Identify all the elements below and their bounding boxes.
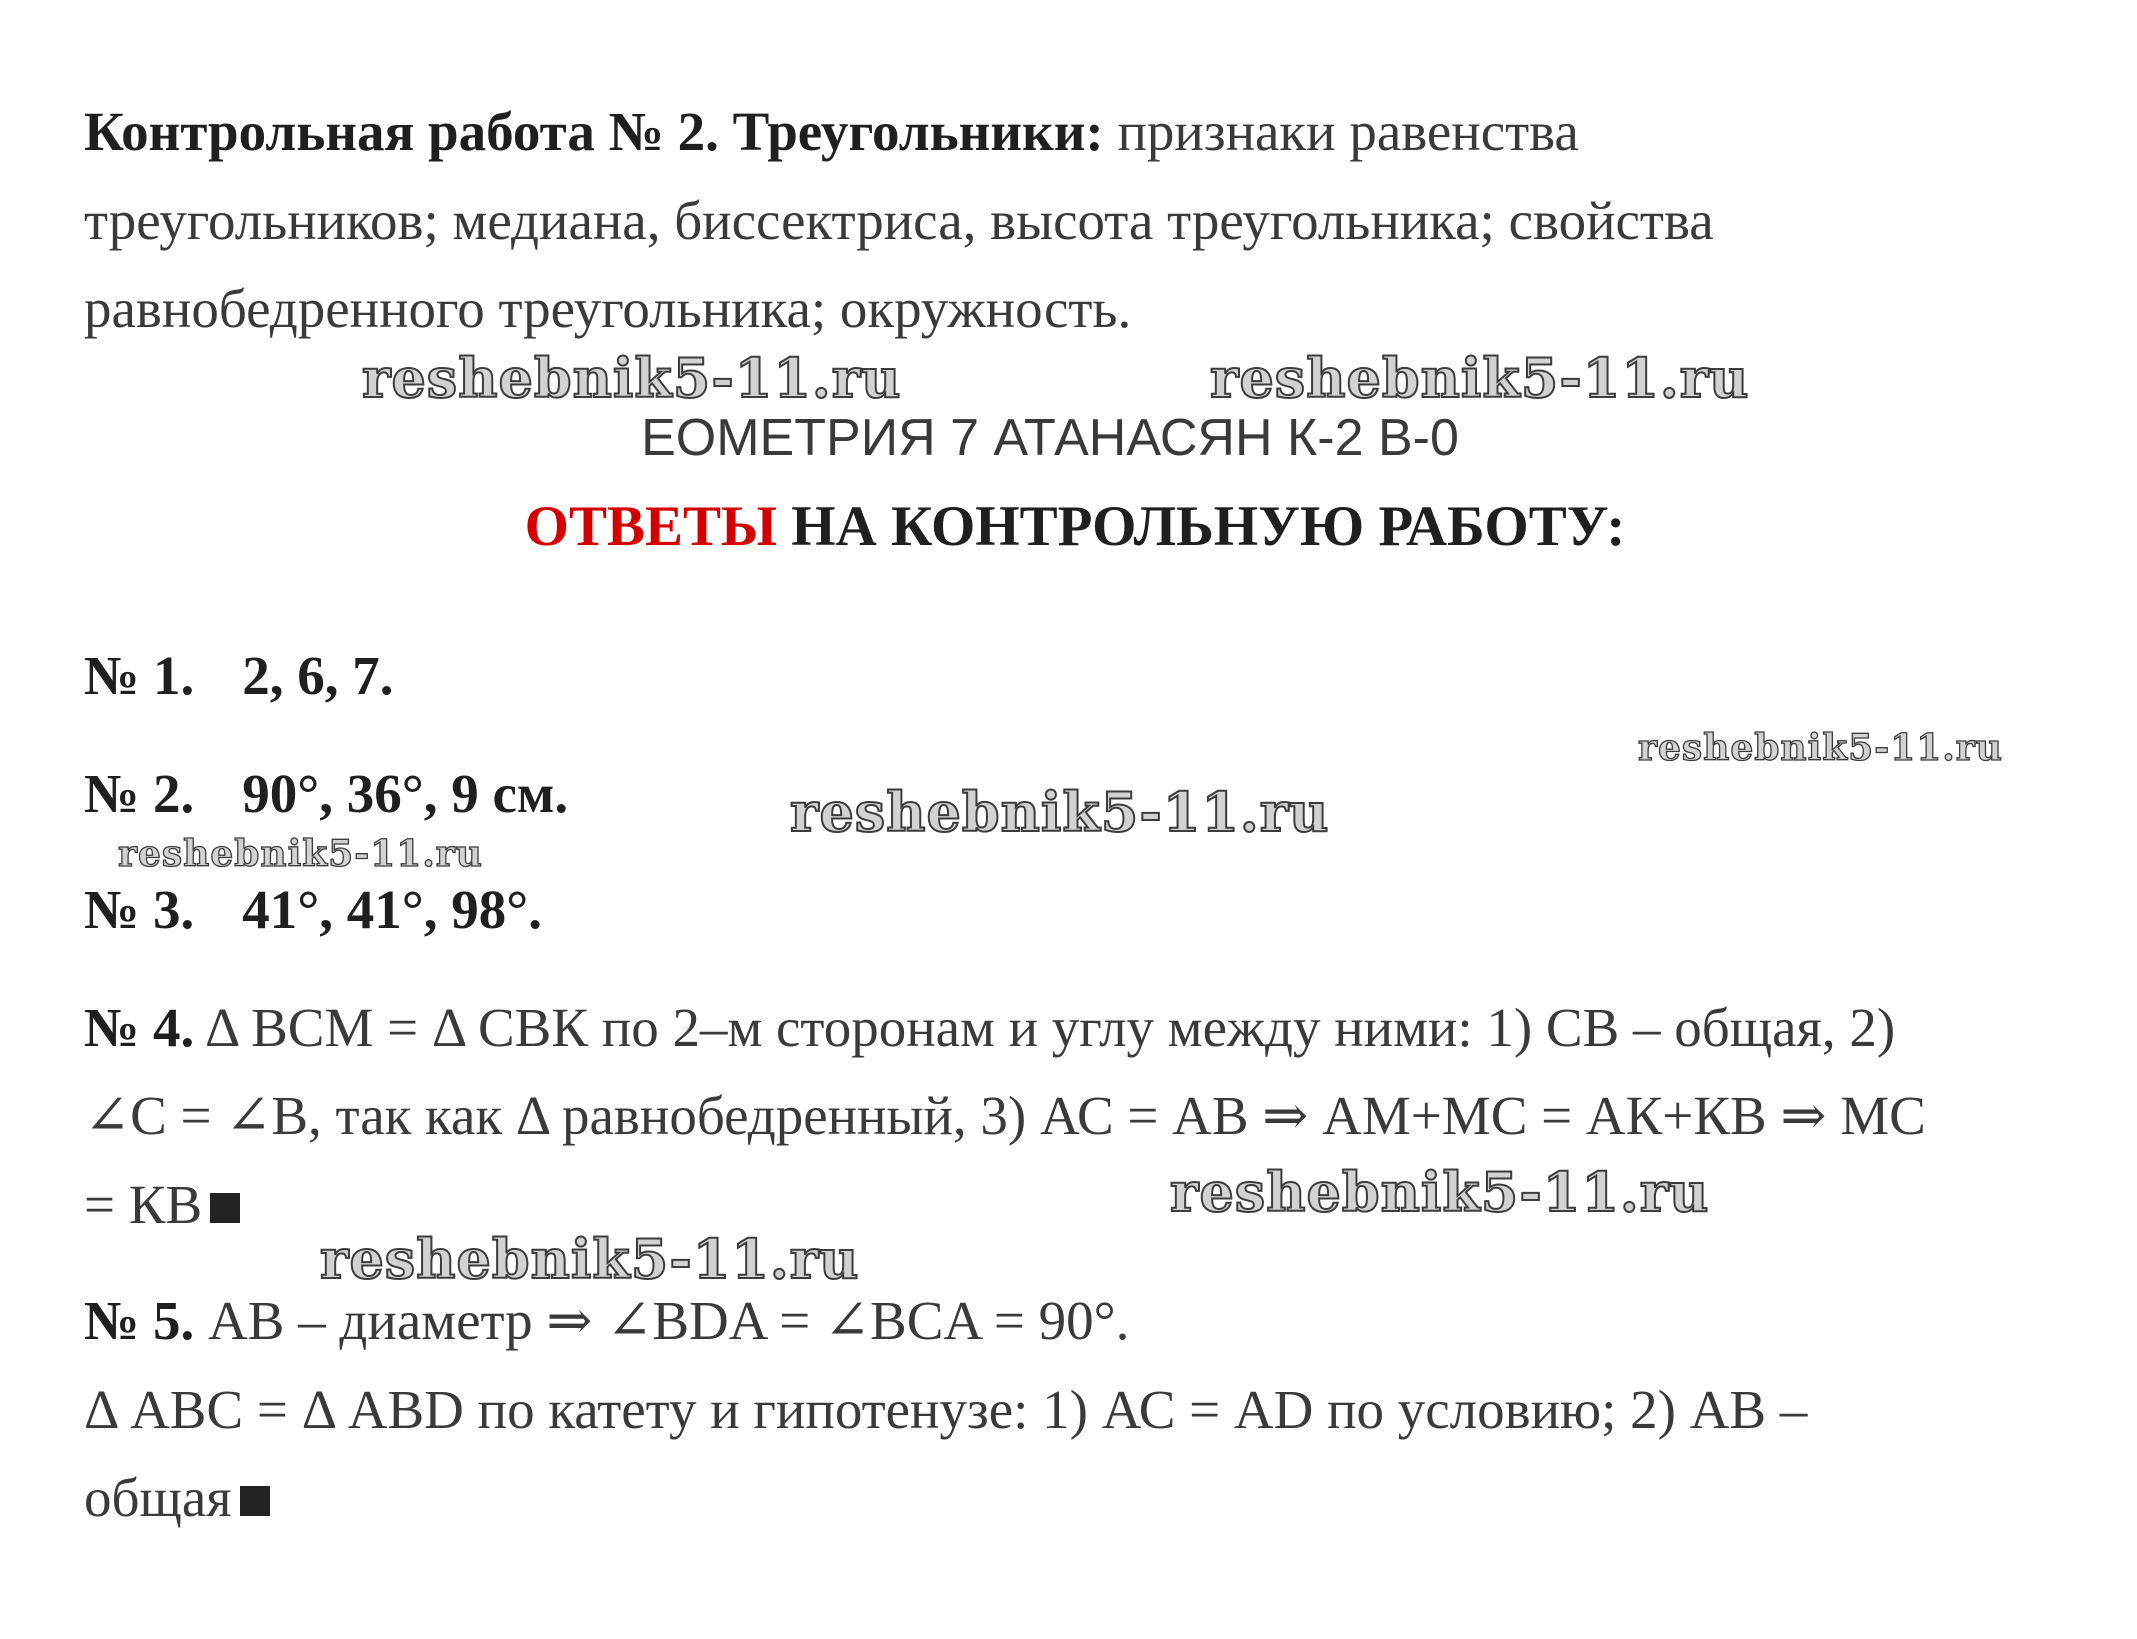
watermark: reshebnik5-11.ru — [118, 833, 483, 875]
subtitle: ЕОМЕТРИЯ 7 АТАНАСЯН К-2 В-0 — [641, 409, 1459, 467]
end-of-proof-icon — [210, 1193, 240, 1223]
watermark: reshebnik5-11.ru — [790, 780, 1330, 844]
header-line-3: равнобедренного треугольника; окружность. — [84, 278, 1132, 339]
watermark: reshebnik5-11.ru — [362, 346, 902, 410]
answer-text: 41°, 41°, 98°. — [242, 879, 543, 940]
answers-heading-rest: НА КОНТРОЛЬНУЮ РАБОТУ: — [777, 495, 1626, 558]
header-line-1 — [84, 101, 1579, 162]
answer-text: общая — [84, 1467, 232, 1528]
end-of-proof-icon — [240, 1486, 270, 1516]
answer-text: АВ – диаметр ⇒ ∠BDA = ∠BCA = 90°. — [194, 1290, 1130, 1351]
answer-text: 90°, 36°, 9 см. — [242, 763, 569, 824]
answer-number: № 2. — [84, 763, 195, 824]
answer-5-line-1 — [84, 1290, 1130, 1351]
answer-number: № 3. — [84, 879, 195, 940]
watermark: reshebnik5-11.ru — [320, 1227, 860, 1291]
answer-4-line-2: ∠С = ∠В, так как Δ равнобедренный, 3) АС = АВ ⇒ АМ+МС = АК+КВ ⇒ МС — [84, 1085, 1926, 1146]
watermark: reshebnik5-11.ru — [1210, 346, 1750, 410]
answers-heading — [0, 495, 1980, 558]
answer-number: № 1. — [84, 645, 195, 706]
answer-number: № 5. — [84, 1290, 195, 1351]
answer-3 — [84, 879, 543, 940]
answer-5-line-3 — [84, 1467, 270, 1528]
watermark: reshebnik5-11.ru — [1638, 727, 2003, 769]
watermark: reshebnik5-11.ru — [1170, 1160, 1710, 1224]
answer-4-line-1 — [84, 997, 1896, 1058]
header-line-2: треугольников; медиана, биссектриса, высота треугольника; свойства — [84, 190, 1714, 251]
answers-heading-red: ОТВЕТЫ — [524, 495, 778, 558]
answer-5-line-2: Δ АВС = Δ ABD по катету и гипотенузе: 1) АС = AD по условию; 2) АВ – — [84, 1379, 1808, 1440]
answer-1 — [84, 645, 394, 706]
answer-text: 2, 6, 7. — [242, 645, 394, 706]
answer-2 — [84, 763, 569, 824]
answer-4-line-3 — [84, 1174, 240, 1235]
header-title-rest: признаки равенства — [1103, 101, 1579, 162]
answer-text: = КВ — [84, 1174, 203, 1235]
header-title-bold: Контрольная работа № 2. Треугольники: — [84, 101, 1104, 162]
answer-number: № 4. — [84, 997, 195, 1058]
answer-text: Δ ВСМ = Δ СВК по 2–м сторонам и углу между ними: 1) СВ – общая, 2) — [194, 997, 1896, 1058]
